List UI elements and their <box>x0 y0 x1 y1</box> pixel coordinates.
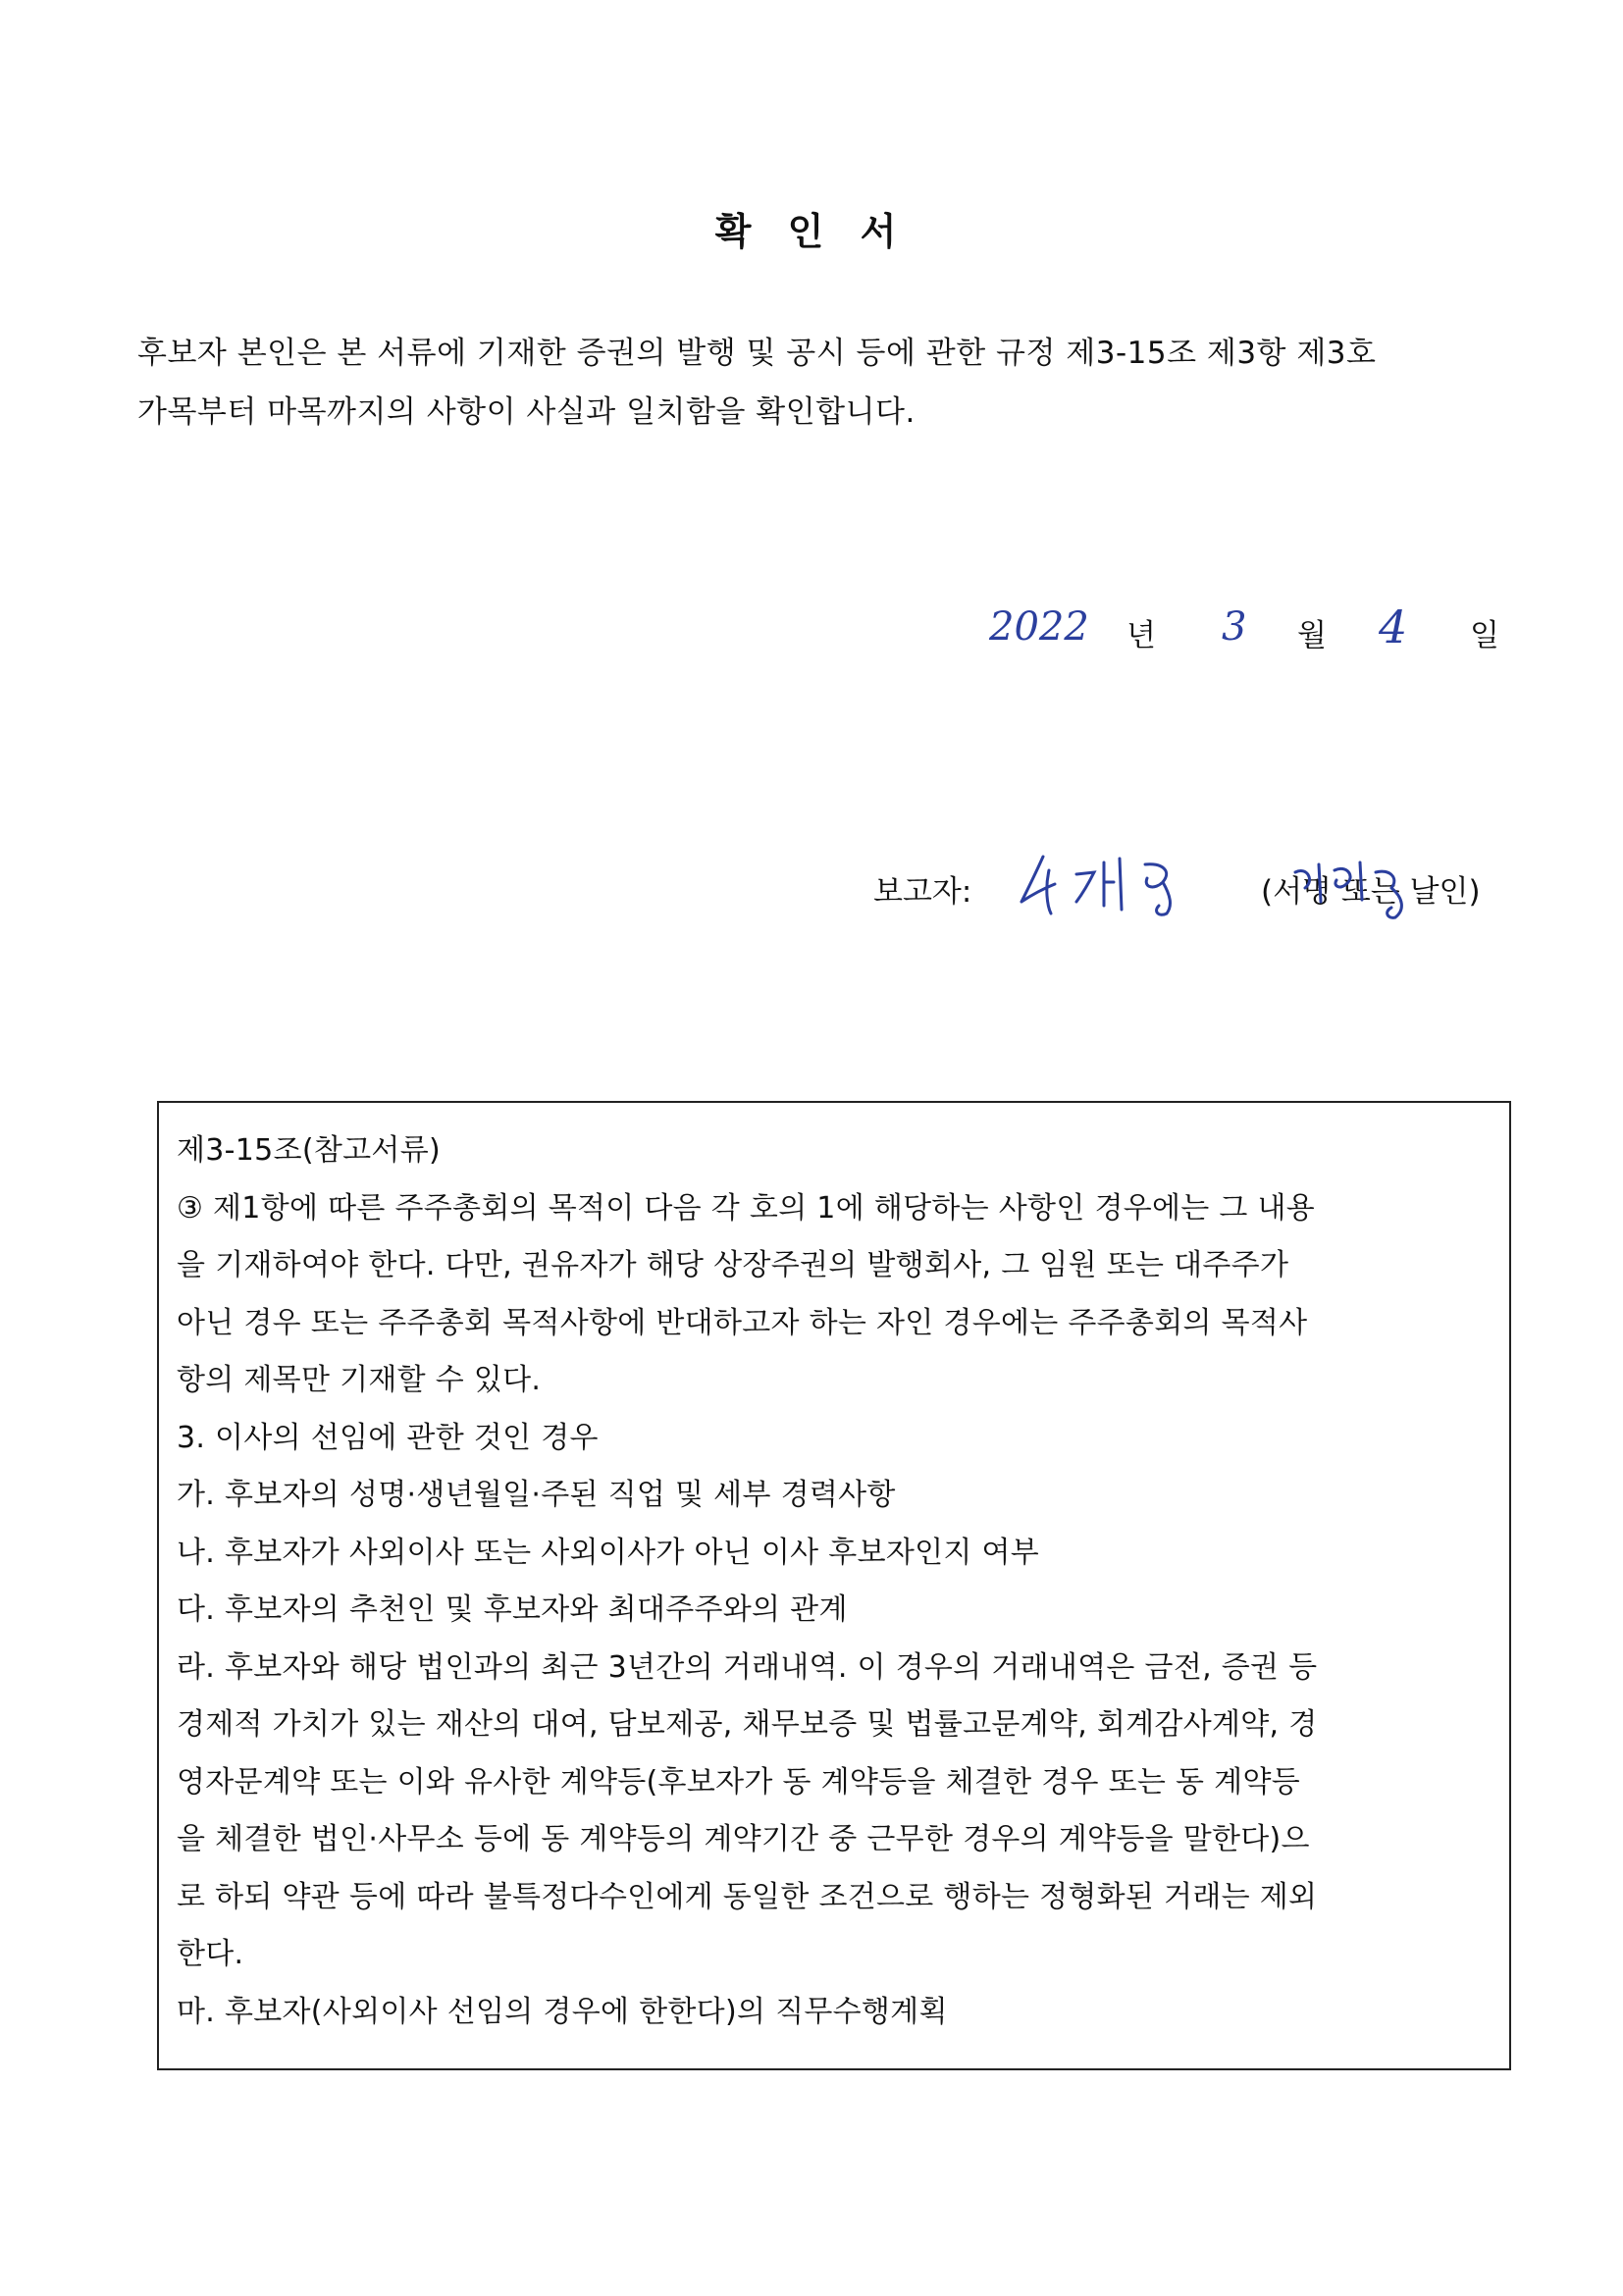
reference-line: 항의 제목만 기재할 수 있다. <box>177 1363 542 1397</box>
intro-line: 후보자 본인은 본 서류에 기재한 증권의 발행 및 공시 등에 관한 규정 제3-15조 제3항 제3호 <box>137 336 1377 371</box>
intro-paragraph <box>137 324 1511 442</box>
signature-row <box>873 859 1521 937</box>
reference-line: 경제적 가치가 있는 재산의 대여, 담보제공, 채무보증 및 법률고문계약, 회계감사계약, 경 <box>177 1707 1318 1742</box>
reference-line: 로 하되 약관 등에 따라 불특정다수인에게 동일한 조건으로 행하는 정형화된 거래는 제외 <box>177 1879 1318 1914</box>
reference-line: 아닌 경우 또는 주주총회 목적사항에 반대하고자 하는 자인 경우에는 주주총회의 목적사 <box>177 1305 1308 1340</box>
reference-line: 을 기재하여야 한다. 다만, 권유자가 해당 상장주권의 발행회사, 그 임원 또는 대주주가 <box>177 1248 1289 1282</box>
reference-heading: 제3-15조(참고서류) <box>177 1133 441 1168</box>
reference-regulation-box <box>157 1101 1511 2070</box>
reference-line: 한다. <box>177 1937 244 1971</box>
document-title: 확 인 서 <box>714 210 909 253</box>
reference-line: 라. 후보자와 해당 법인과의 최근 3년간의 거래내역. 이 경우의 거래내역은 금전, 증권 등 <box>177 1649 1318 1685</box>
date-row <box>981 600 1511 677</box>
date-month-unit: 월 <box>1297 618 1327 653</box>
reference-line: 나. 후보자가 사외이사 또는 사외이사가 아닌 이사 후보자인지 여부 <box>177 1535 1040 1570</box>
date-year: 2022 <box>989 604 1089 650</box>
date-month: 3 <box>1222 604 1247 650</box>
reference-line: 을 체결한 법인·사무소 등에 동 계약등의 계약기간 중 근무한 경우의 계약등을 말한다)으 <box>177 1822 1310 1856</box>
reporter-label: 보고자: <box>873 874 972 910</box>
reference-line: 3. 이사의 선임에 관한 것인 경우 <box>177 1420 599 1455</box>
reference-line: ③ 제1항에 따른 주주총회의 목적이 다음 각 호의 1에 해당하는 사항인 경우에는 그 내용 <box>177 1190 1316 1226</box>
reference-line: 다. 후보자의 추천인 및 후보자와 최대주주와의 관계 <box>177 1592 848 1627</box>
signature-overmark <box>1285 853 1452 921</box>
date-day: 4 <box>1379 600 1408 653</box>
reference-line: 가. 후보자의 성명·생년월일·주된 직업 및 세부 경력사항 <box>177 1478 896 1512</box>
reference-line: 마. 후보자(사외이사 선임의 경우에 한한다)의 직무수행계획 <box>177 1994 948 2029</box>
signature-note: (서명 또는 날인) <box>1261 874 1481 910</box>
handwritten-signature <box>1016 849 1212 917</box>
reference-line: 영자문계약 또는 이와 유사한 계약등(후보자가 동 계약등을 체결한 경우 또는 동 계약등 <box>177 1764 1300 1800</box>
date-year-unit: 년 <box>1126 618 1156 653</box>
date-day-unit: 일 <box>1470 618 1499 653</box>
intro-line: 가목부터 마목까지의 사항이 사실과 일치함을 확인합니다. <box>137 394 916 430</box>
